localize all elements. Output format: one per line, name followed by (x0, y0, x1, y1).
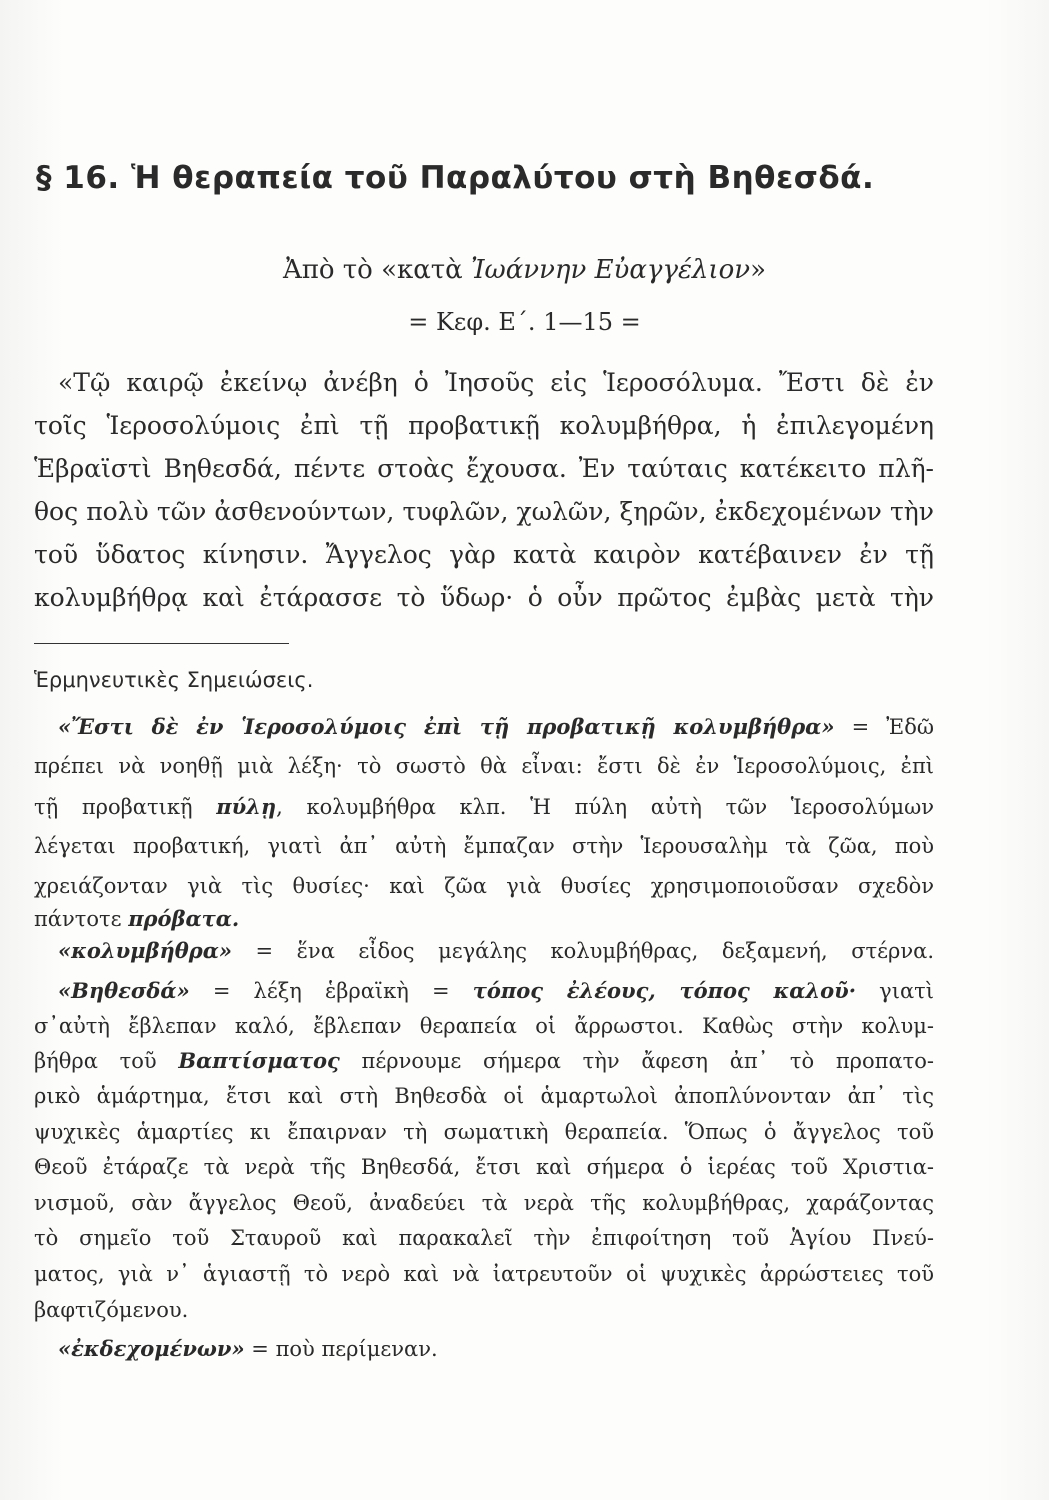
note-term: «ἐκδεχομένων» (58, 1336, 245, 1361)
note-line: βήθρα τοῦ Βαπτίσματος πέρνουμε σήμερα τὴν ἄφεση ἀπ᾽ τὸ προπατο- (34, 1048, 934, 1073)
note-line: ψυχικὲς ἁμαρτίες κι ἔπαιρναν τὴ σωματικὴ θεραπεία. Ὅπως ὁ ἄγγελος τοῦ (34, 1120, 934, 1144)
note-line: «Βηθεσδά» = λέξη ἑβραϊκὴ = τόπος ἐλέους, τόπος καλοῦ· γιατὶ (58, 978, 934, 1003)
note-line: λέγεται προβατική, γιατὶ ἀπ᾽ αὐτὴ ἔμπαζαν στὴν Ἱερουσαλὴμ τὰ ζῶα, ποὺ (34, 834, 934, 858)
note-line: πάντοτε πρόβατα. (34, 906, 240, 931)
note-line: πρέπει νὰ νοηθῇ μιὰ λέξη· τὸ σωστὸ θὰ εἶναι: ἔστι δὲ ἐν Ἱεροσολύμοις, ἐπὶ (34, 754, 934, 778)
note-line: ματος, γιὰ ν᾽ ἁγιαστῇ τὸ νερὸ καὶ νὰ ἰατρευτοῦν οἱ ψυχικὲς ἀρρώστειες τοῦ (34, 1262, 934, 1286)
source-suffix: » (750, 255, 766, 285)
scripture-line: κολυμβήθρᾳ καὶ ἐτάρασσε τὸ ὕδωρ· ὁ οὖν πρῶτος ἐμβὰς μετὰ τὴν (34, 583, 934, 612)
note-line: νισμοῦ, σὰν ἄγγελος Θεοῦ, ἀναδεύει τὰ νερὰ τῆς κολυμβήθρας, χαράζοντας (34, 1191, 934, 1215)
source-book: Ἰωάννην Εὐαγγέλιον (471, 255, 751, 285)
note-line: Θεοῦ ἐτάραζε τὰ νερὰ τῆς Βηθεσδά, ἔτσι καὶ σήμερα ὁ ἱερέας τοῦ Χριστια- (34, 1155, 934, 1179)
note-line: «ἐκδεχομένων» = ποὺ περίμεναν. (58, 1336, 438, 1361)
notes-heading: Ἑρμηνευτικὲς Σημειώσεις. (34, 668, 314, 692)
note-term: «κολυμβήθρα» (58, 938, 233, 963)
section-heading: § 16. Ἡ θεραπεία τοῦ Παραλύτου στὴ Βηθεσδά. (36, 160, 875, 196)
note-line: βαφτιζόμενου. (34, 1298, 189, 1322)
source-prefix: Ἀπὸ τὸ «κατὰ (282, 255, 471, 285)
note-line: χρειάζονταν γιὰ τὶς θυσίες· καὶ ζῶα γιὰ θυσίες χρησιμοποιοῦσαν σχεδὸν (34, 874, 934, 898)
note-term: «Ἔστι δὲ ἐν Ἱεροσολύμοις ἐπὶ τῇ προβατικῇ κολυμβήθρα» (58, 714, 835, 739)
note-line: «Ἔστι δὲ ἐν Ἱεροσολύμοις ἐπὶ τῇ προβατικῇ κολυμβήθρα» = Ἐδῶ (58, 714, 934, 739)
scripture-line: Ἑβραϊστὶ Βηθεσδά, πέντε στοὰς ἔχουσα. Ἐν ταύταις κατέκειτο πλῆ- (34, 454, 934, 483)
note-line: τῇ προβατικῇ πύλῃ, κολυμβήθρα κλπ. Ἡ πύλη αὐτὴ τῶν Ἱεροσολύμων (34, 794, 934, 819)
chapter-reference: = Κεφ. Ε΄. 1—15 = (408, 308, 641, 336)
scripture-line: θος πολὺ τῶν ἀσθενούντων, τυφλῶν, χωλῶν, ξηρῶν, ἐκδεχομένων τὴν (34, 497, 934, 526)
note-line: ρικὸ ἁμάρτημα, ἔτσι καὶ στὴ Βηθεσδὰ οἱ ἁμαρτωλοὶ ἀποπλύνονταν ἀπ᾽ τὶς (34, 1084, 934, 1108)
footnote-divider (34, 643, 289, 644)
note-line: τὸ σημεῖο τοῦ Σταυροῦ καὶ παρακαλεῖ τὴν ἐπιφοίτηση τοῦ Ἁγίου Πνεύ- (34, 1226, 934, 1250)
scripture-line: τοῖς Ἱεροσολύμοις ἐπὶ τῇ προβατικῇ κολυμβήθρα, ἡ ἐπιλεγομένη (34, 411, 934, 440)
source-line (0, 255, 1049, 285)
note-line: σ᾽αὐτὴ ἔβλεπαν καλό, ἔβλεπαν θεραπεία οἱ ἄρρωστοι. Καθὼς στὴν κολυμ- (34, 1014, 934, 1038)
note-line: «κολυμβήθρα» = ἕνα εἶδος μεγάλης κολυμβήθρας, δεξαμενή, στέρνα. (58, 938, 934, 963)
note-term: «Βηθεσδά» (58, 978, 190, 1003)
scripture-line: «Τῷ καιρῷ ἐκείνῳ ἀνέβη ὁ Ἰησοῦς εἰς Ἱεροσόλυμα. Ἔστι δὲ ἐν (58, 368, 934, 397)
scripture-line: τοῦ ὕδατος κίνησιν. Ἄγγελος γὰρ κατὰ καιρὸν κατέβαινεν ἐν τῇ (34, 540, 934, 569)
